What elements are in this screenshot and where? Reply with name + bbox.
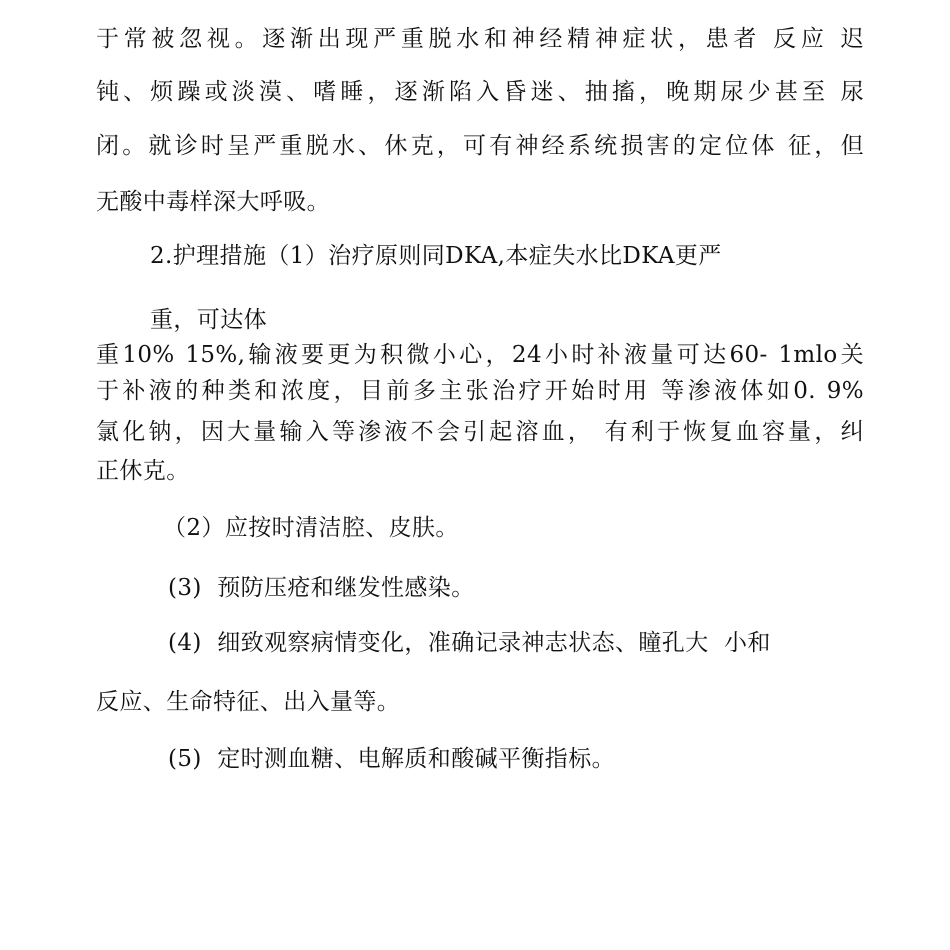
paragraph-2-line-2: 重，可达体 <box>150 307 267 333</box>
paragraph-1-line-4: 无酸中毒样深大呼吸。 <box>96 189 330 215</box>
paragraph-2-line-3: 重10% 15%,输液要更为积微小心，24小时补液量可达60- 1mlo关 <box>96 342 864 368</box>
paragraph-2-line-4: 于补液的种类和浓度，目前多主张治疗开始时用 等渗液体如0. 9% <box>96 378 864 404</box>
list-item-continuation: 反应、生命特征、出入量等。 <box>96 689 401 715</box>
list-item: （2）应按时清洁腔、皮肤。 <box>163 515 459 541</box>
paragraph-2-line-5: 氯化钠，因大量输入等渗液不会引起溶血， 有利于恢复血容量，纠 <box>96 419 864 445</box>
paragraph-1-line-2: 钝、烦躁或淡漠、嗜睡，逐渐陷入昏迷、抽搐，晚期尿少甚至 尿 <box>96 79 864 105</box>
list-item: (3) 预防压疮和继发性感染。 <box>168 575 475 601</box>
paragraph-2-line-6: 正休克。 <box>96 458 190 484</box>
paragraph-2-line-1: 2.护理措施（1）治疗原则同DKA,本症失水比DKA更严 <box>150 243 722 269</box>
list-item: (5) 定时测血糖、电解质和酸碱平衡指标。 <box>168 746 616 772</box>
paragraph-1-line-1: 于常被忽视。逐渐出现严重脱水和神经精神症状，患者 反应 迟 <box>96 26 864 52</box>
paragraph-1-line-3: 闭。就诊时呈严重脱水、休克，可有神经系统损害的定位体 征，但 <box>96 133 864 159</box>
list-item: (4) 细致观察病情变化，准确记录神志状态、瞳孔大 小和 <box>168 630 771 656</box>
